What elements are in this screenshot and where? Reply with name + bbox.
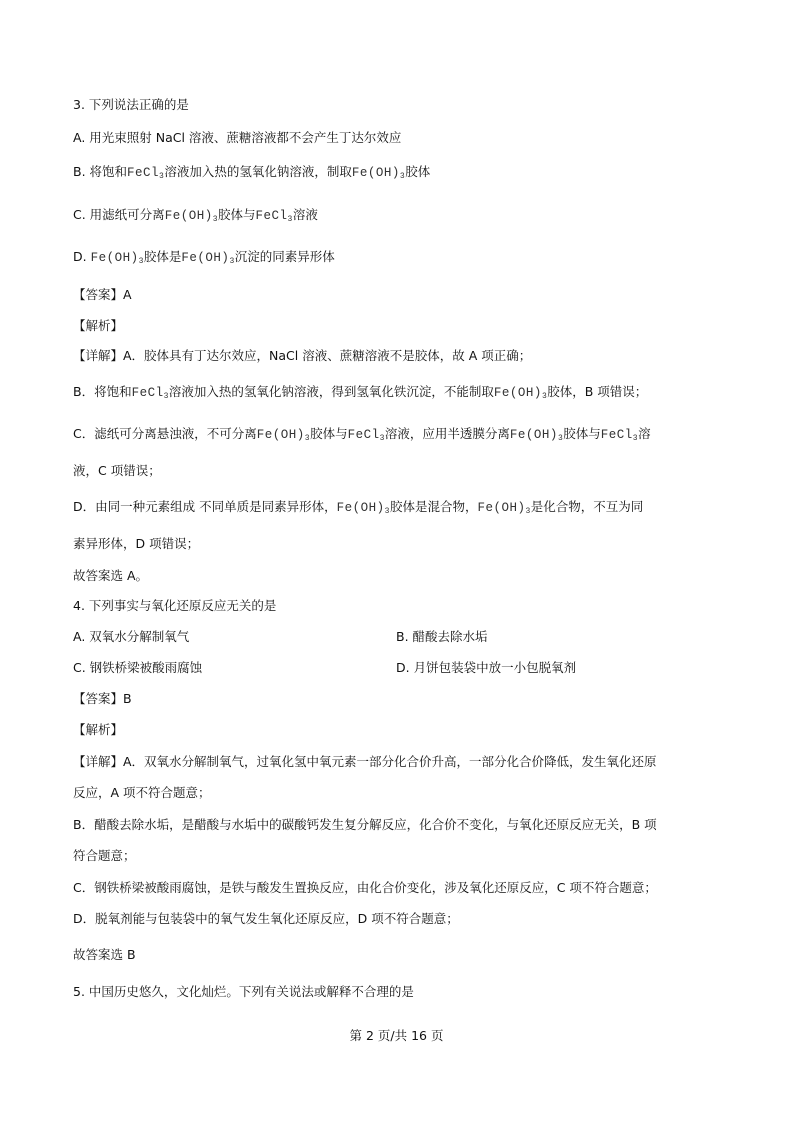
formula-feoh3: $Fe(OH)_3$ <box>90 251 144 266</box>
q4-detail-d: D．脱氧剂能与包装袋中的氧气发生氧化还原反应，D 项不符合题意； <box>73 911 459 926</box>
q3-detail-d: D．由同一种元素组成 不同单质是同素异形体，$Fe(OH)_3$胶体是混合物，$Fe(OH)_3$是化合物，不互为同 <box>73 499 644 516</box>
q3-detail-c: C．滤纸可分离悬浊液，不可分离$Fe(OH)_3$胶体与FeCl$_3$溶液，应用半透膜分离$Fe(OH)_3$胶体与FeCl$_3$溶 <box>73 426 651 443</box>
q3-conclusion: 故答案选 A。 <box>73 568 149 583</box>
formula-fecl3: FeCl$_3$ <box>255 209 293 224</box>
formula-fecl3: FeCl$_3$ <box>600 428 639 443</box>
q3-analysis-tag: 【解析】 <box>73 318 124 333</box>
q4-detail-a-2: 反应，A 项不符合题意； <box>73 785 211 800</box>
q4-detail-c: C．钢铁桥梁被酸雨腐蚀，是铁与酸发生置换反应，由化合价变化，涉及氧化还原反应，C 项不符合题意； <box>73 880 657 895</box>
formula-feoh3: $Fe(OH)_3$ <box>509 428 564 443</box>
formula-fecl3: FeCl$_3$ <box>127 166 165 181</box>
q4-stem: 4. 下列事实与氧化还原反应无关的是 <box>73 598 277 613</box>
formula-feoh3: $Fe(OH)_3$ <box>477 501 531 516</box>
formula-feoh3: $Fe(OH)_3$ <box>164 209 219 224</box>
q3-detail-b: B．将饱和FeCl$_3$溶液加入热的氢氧化钠溶液，得到氢氧化铁沉淀，不能制取$Fe(OH)_3$胶体，B 项错误； <box>73 384 648 401</box>
q3-option-d: D. $Fe(OH)_3$胶体是$Fe(OH)_3$沉淀的同素异形体 <box>73 249 335 266</box>
q3-option-c: C. 用滤纸可分离$Fe(OH)_3$胶体与FeCl$_3$溶液 <box>73 207 318 224</box>
formula-fecl3: FeCl$_3$ <box>131 386 169 401</box>
q4-option-d: D. 月饼包装袋中放一小包脱氧剂 <box>396 660 577 675</box>
q3-stem: 3. 下列说法正确的是 <box>73 97 189 112</box>
q3-detail-c-cont: 液，C 项错误； <box>73 463 161 478</box>
q3-answer: 【答案】A <box>73 287 132 302</box>
page-footer: 第 2 页/共 16 页 <box>349 1028 444 1043</box>
q4-option-c: C. 钢铁桥梁被酸雨腐蚀 <box>73 660 203 675</box>
q4-option-b: B. 醋酸去除水垢 <box>396 629 488 644</box>
q4-conclusion: 故答案选 B <box>73 947 136 962</box>
q3-detail-a: 【详解】A．胶体具有丁达尔效应，NaCl 溶液、蔗糖溶液不是胶体，故 A 项正确； <box>73 348 532 363</box>
q4-answer: 【答案】B <box>73 691 132 706</box>
q3-detail-d-cont: 素异形体，D 项错误； <box>73 536 200 551</box>
q4-detail-a-1: 【详解】A．双氧水分解制氧气，过氧化氢中氧元素一部分化合价升高，一部分化合价降低，发生氧化还原 <box>73 754 657 769</box>
formula-feoh3: $Fe(OH)_3$ <box>493 386 548 401</box>
q4-option-a: A. 双氧水分解制氧气 <box>73 629 190 644</box>
q3-option-a: A. 用光束照射 NaCl 溶液、蔗糖溶液都不会产生丁达尔效应 <box>73 130 402 145</box>
q4-analysis-tag: 【解析】 <box>73 722 124 737</box>
formula-fecl3: FeCl$_3$ <box>347 428 385 443</box>
formula-feoh3: $Fe(OH)_3$ <box>181 251 235 266</box>
q5-stem: 5. 中国历史悠久，文化灿烂。下列有关说法或解释不合理的是 <box>73 984 414 999</box>
q3-option-b: B. 将饱和FeCl$_3$溶液加入热的氢氧化钠溶液，制取$Fe(OH)_3$胶体 <box>73 164 431 181</box>
formula-feoh3: $Fe(OH)_3$ <box>336 501 390 516</box>
q4-detail-b-1: B．醋酸去除水垢，是醋酸与水垢中的碳酸钙发生复分解反应，化合价不变化，与氧化还原反应无关，B 项 <box>73 817 657 832</box>
formula-feoh3: $Fe(OH)_3$ <box>351 166 406 181</box>
q4-detail-b-2: 符合题意； <box>73 848 136 863</box>
formula-feoh3: $Fe(OH)_3$ <box>256 428 311 443</box>
